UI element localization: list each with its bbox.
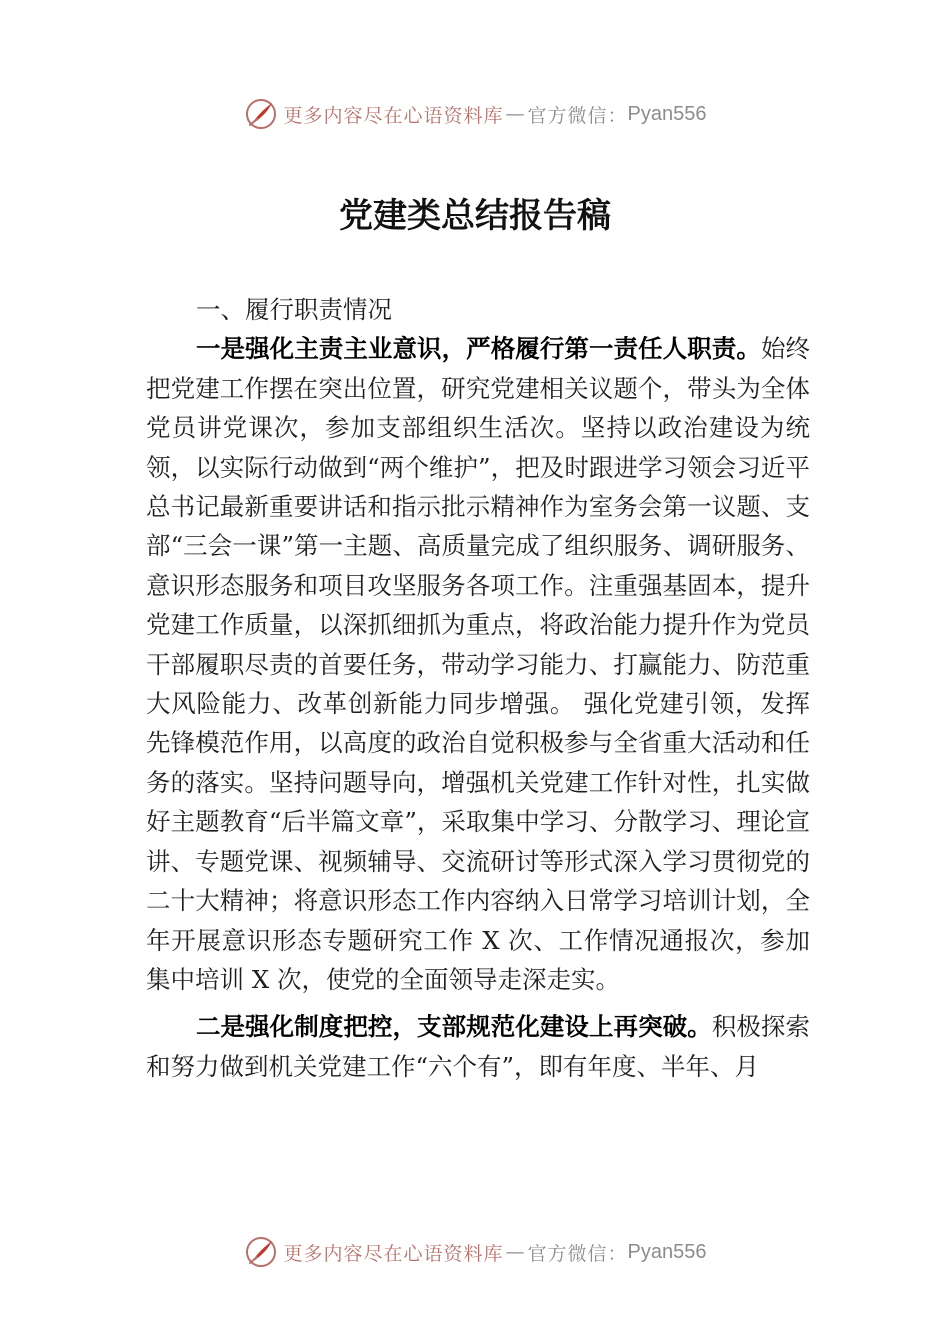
paragraph-lead: 二是强化制度把控，支部规范化建设上再突破。 <box>196 1012 712 1042</box>
header-watermark <box>0 94 950 134</box>
quill-logo-icon <box>244 97 278 131</box>
watermark-wechat-id: Pyan556 <box>627 1240 707 1263</box>
watermark-main-text: 更多内容尽在心语资料库 <box>283 104 504 127</box>
watermark-dash: — <box>505 1241 526 1263</box>
document-body <box>146 290 810 1086</box>
paragraph-body: 积极探索和努力做到机关党建工作“六个有”，即有年度、半年、月 <box>146 1012 810 1081</box>
paragraph-1 <box>146 329 810 999</box>
watermark-sub-text: 官方微信： <box>527 1242 628 1265</box>
watermark-sub-text: 官方微信： <box>527 104 628 127</box>
paragraph-2 <box>146 1007 810 1086</box>
paragraph-body: 始终把党建工作摆在突出位置，研究党建相关议题个，带头为全体党员讲党课次，参加支部组织生活次。坚持以政治建设为统领，以实际行动做到“两个维护”，把及时跟进学习领会习近平总书记最新重要讲话和指示批示精神作为室务会第一议题、支部“三会一课”第一主题、高质量完成了组织服务、调研服务、意识形态服务和项目攻坚服务各项工作。注重强基固本，提升党建工作质量，以深抓细抓为重点，将政治能力提升作为党员干部履职尽责的首要任务，带动学习能力、打赢能力、防范重大风险能力、改革创新能力同步增强。 强化党建引领，发挥先锋模范作用，以高度的政治自觉积极参与全省重大活动和任务的落实。坚持问题导向，增强机关党建工作针对性，扎实做好主题教育“后半篇文章”，采取集中学习、分散学习、理论宣讲、专题党课、视频辅导、交流研讨等形式深入学习贯彻党的二十大精神；将意识形态工作内容纳入日常学习培训计划，全年开展意识形态专题研究工作 X 次、工作情况通报次，参加集中培训 X 次，使党的全面领导走深走实。 <box>146 334 810 994</box>
watermark-wechat-id: Pyan556 <box>627 102 707 125</box>
footer-watermark <box>0 1232 950 1272</box>
watermark-main-text: 更多内容尽在心语资料库 <box>283 1242 504 1265</box>
section-heading: 一、履行职责情况 <box>196 295 392 324</box>
watermark-dash: — <box>505 103 526 125</box>
page-title: 党建类总结报告稿 <box>339 196 611 236</box>
quill-logo-icon <box>244 1235 278 1269</box>
paragraph-lead: 一是强化主责主业意识，严格履行第一责任人职责。 <box>196 334 761 364</box>
